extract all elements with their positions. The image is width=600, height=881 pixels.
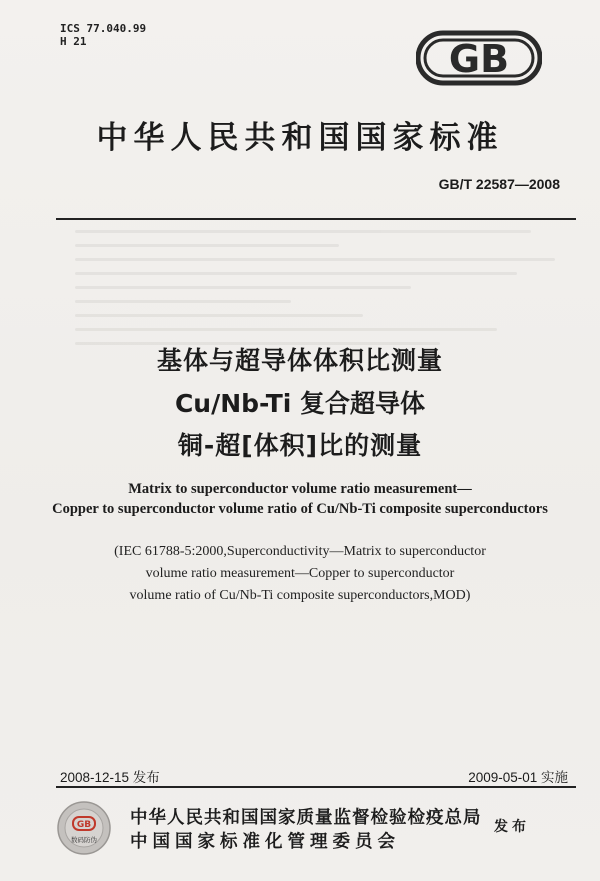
standard-number: GB/T 22587—2008: [438, 176, 560, 192]
issue-date: 2008-12-15 发布: [60, 770, 160, 785]
iec-reference-line-1: (IEC 61788-5:2000,Superconductivity—Matrix to superconductor: [114, 544, 486, 559]
classification-block: [60, 22, 146, 48]
iec-reference-line-2: volume ratio measurement—Copper to superconductor: [145, 566, 455, 581]
issuing-org-line-2: 中国国家标准化管理委员会: [130, 832, 400, 852]
top-divider: [56, 218, 576, 220]
chinese-title-line-1: 基体与超导体体积比测量: [156, 346, 443, 375]
english-title-line-2: Copper to superconductor volume ratio of Cu/Nb-Ti composite superconductors: [52, 501, 548, 517]
ics-code: ICS 77.040.99: [60, 22, 147, 35]
issuing-org-line-1: 中华人民共和国国家质量监督检验检疫总局: [130, 808, 482, 828]
chinese-title-line-3: 铜-超[体积]比的测量: [177, 431, 423, 460]
anti-counterfeit-seal-icon: [56, 800, 112, 856]
publish-label: 发布: [494, 819, 530, 835]
national-standard-title: 中华人民共和国国家标准: [96, 120, 504, 156]
bottom-divider: [56, 786, 576, 788]
gb-logo-text: GB: [448, 37, 510, 81]
seal-text: 数码防伪: [71, 836, 97, 844]
class-code: H 21: [60, 35, 87, 48]
gb-logo: [416, 30, 542, 86]
chinese-title-line-2: Cu/Nb-Ti 复合超导体: [174, 389, 426, 418]
effective-date: 2009-05-01 实施: [468, 770, 568, 785]
iec-reference-line-3: volume ratio of Cu/Nb-Ti composite superconductors,MOD): [129, 588, 471, 603]
english-title-line-1: Matrix to superconductor volume ratio measurement—: [128, 481, 472, 497]
svg-text:GB: GB: [76, 820, 92, 830]
